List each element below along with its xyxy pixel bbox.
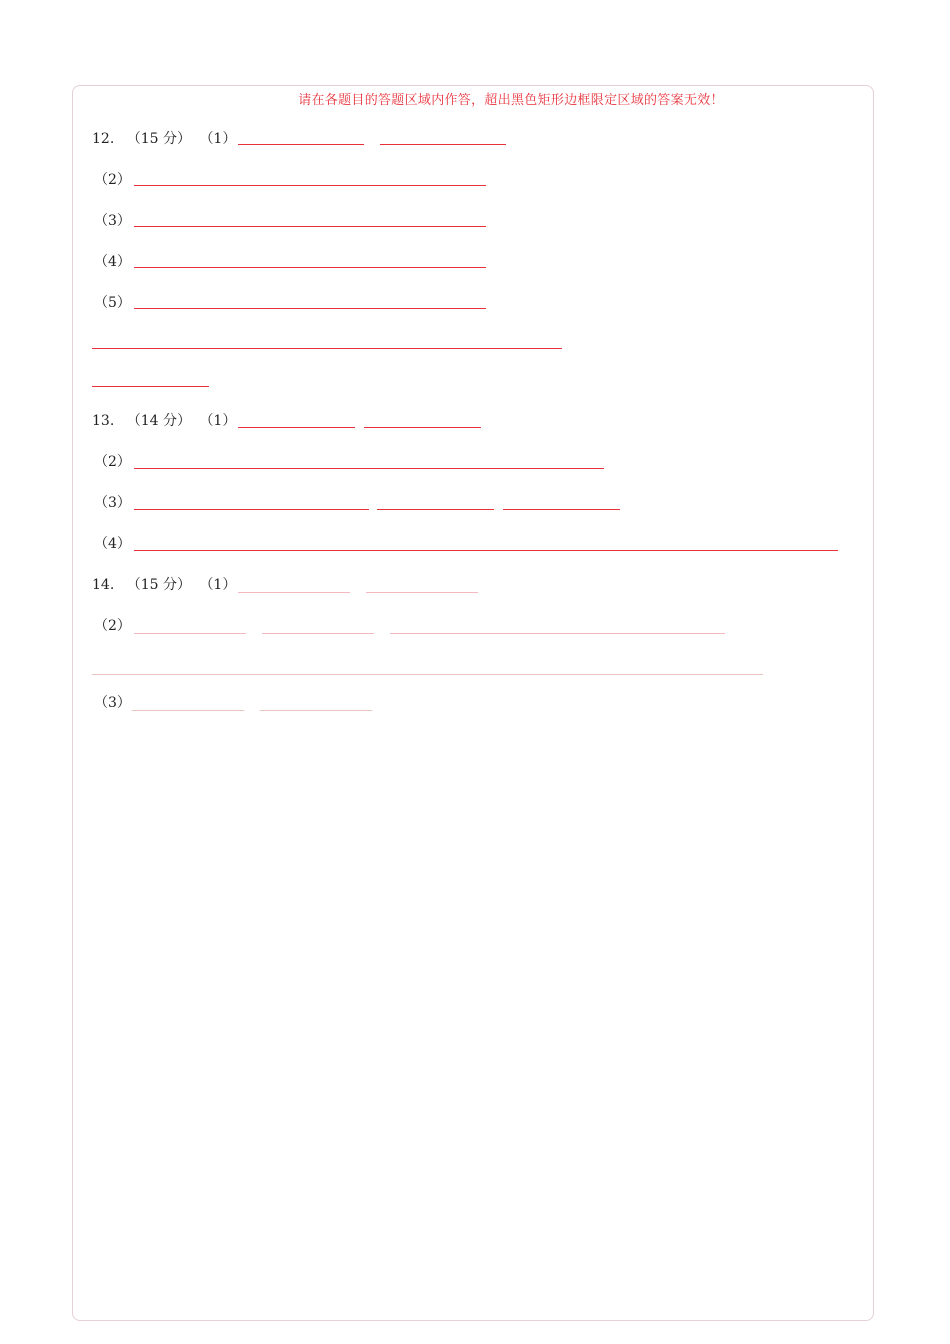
answer-blank[interactable] [364, 427, 481, 428]
question-13-header [92, 411, 236, 431]
answer-blank[interactable] [92, 674, 763, 675]
question-12-part-5: （5） [94, 295, 131, 311]
question-number: 14. [92, 577, 115, 593]
question-13-part-3: （3） [94, 495, 131, 511]
question-12-part-3: （3） [94, 213, 131, 229]
answer-blank[interactable] [262, 633, 374, 634]
question-score: （14 分） [126, 413, 191, 429]
question-14-part-2: （2） [94, 618, 131, 634]
question-number: 12. [92, 131, 115, 147]
answer-blank[interactable] [134, 226, 486, 227]
part-label: （1） [199, 577, 237, 593]
answer-blank[interactable] [134, 185, 486, 186]
question-13-part-4: （4） [94, 536, 131, 552]
answer-blank[interactable] [134, 468, 604, 469]
answer-region-frame [72, 85, 874, 1321]
answer-blank[interactable] [366, 592, 478, 593]
answer-blank[interactable] [238, 592, 350, 593]
answer-blank[interactable] [92, 348, 562, 349]
part-label: （1） [199, 131, 237, 147]
question-14-header [92, 575, 236, 595]
question-score: （15 分） [126, 577, 191, 593]
answer-blank[interactable] [390, 633, 725, 634]
answer-blank[interactable] [134, 308, 486, 309]
answer-blank[interactable] [377, 509, 494, 510]
question-score: （15 分） [126, 131, 191, 147]
answer-blank[interactable] [380, 144, 506, 145]
question-14-part-3: （3） [94, 695, 131, 711]
answer-blank[interactable] [134, 509, 369, 510]
answer-blank[interactable] [238, 427, 355, 428]
part-label: （1） [199, 413, 237, 429]
answer-blank[interactable] [260, 710, 372, 711]
question-12-part-2: （2） [94, 172, 131, 188]
question-13-part-2: （2） [94, 454, 131, 470]
answer-blank[interactable] [503, 509, 620, 510]
answer-blank[interactable] [238, 144, 364, 145]
answer-region-notice: 请在各题目的答题区域内作答，超出黑色矩形边框限定区域的答案无效！ [298, 93, 724, 108]
answer-blank[interactable] [134, 550, 838, 551]
answer-blank[interactable] [134, 267, 486, 268]
question-12-header [92, 129, 236, 149]
answer-blank[interactable] [132, 710, 244, 711]
answer-blank[interactable] [92, 386, 209, 387]
question-12-part-4: （4） [94, 254, 131, 270]
question-number: 13. [92, 413, 115, 429]
answer-blank[interactable] [134, 633, 246, 634]
